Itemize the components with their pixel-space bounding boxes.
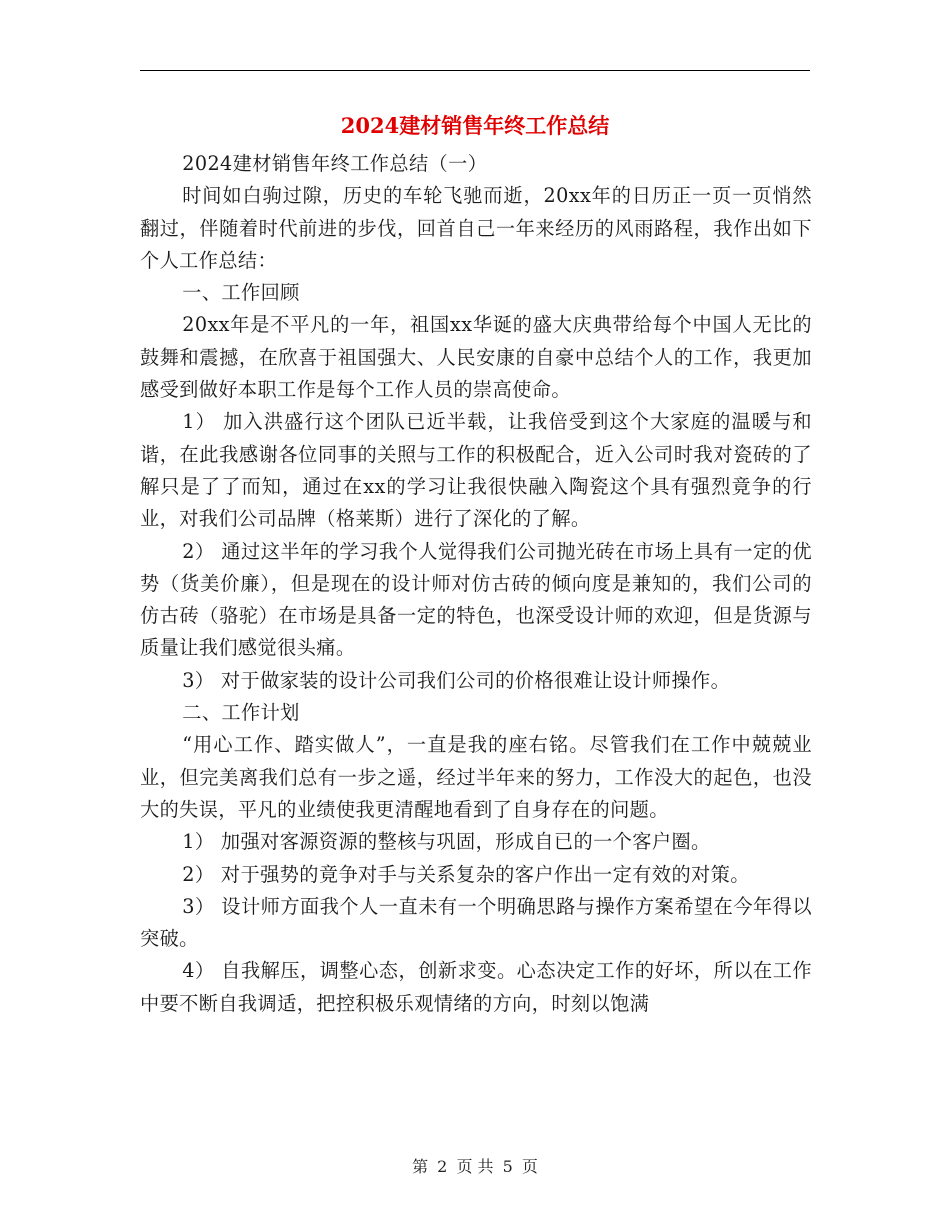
header-rule	[140, 70, 810, 71]
page-footer	[140, 1154, 810, 1177]
page-current: 2	[437, 1157, 448, 1176]
document-body	[140, 148, 812, 1020]
subtitle-paragraph: 2024建材销售年终工作总结（一）	[182, 152, 488, 175]
plan-item-1: 1） 加强对客源资源的整核与巩固，形成自已的一个客户圈。	[182, 830, 711, 854]
plan-item-3: 3） 设计师方面我个人一直未有一个明确思路与操作方案希望在今年得以突破。	[140, 894, 812, 951]
document-title: 2024建材销售年终工作总结	[340, 113, 610, 138]
review-paragraph: 20xx年是不平凡的一年，祖国xx华诞的盛大庆典带给每个中国人无比的鼓舞和震撼，在欣喜于祖国强大、人民安康的自豪中总结个人的工作，我更加感受到做好本职工作是每个工作人员的崇高使命。	[140, 313, 812, 402]
review-item-3: 3） 对于做家装的设计公司我们公司的价格很难让设计师操作。	[182, 668, 731, 692]
page-label-suffix: 页	[521, 1157, 538, 1176]
page-label-prefix: 第	[412, 1157, 429, 1176]
plan-item-4: 4） 自我解压，调整心态，创新求变。心态决定工作的好坏，所以在工作中要不断自我调适，把控积极乐观情绪的方向，时刻以饱满	[140, 959, 812, 1015]
plan-item-2: 2） 对于强势的竟争对手与关系复杂的客户作出一定有效的对策。	[182, 862, 750, 886]
page-total: 5	[502, 1157, 513, 1176]
page-label-mid: 页 共	[456, 1157, 494, 1176]
review-item-1: 1） 加入洪盛行这个团队已近半载，让我倍受到这个大家庭的温暖与和谐，在此我感谢各位同事的关照与工作的积极配合，近入公司时我对瓷砖的了解只是了了而知，通过在xx的学习让我很快融入陶瓷这个具有强烈竟争的行业，对我们公司品牌（格莱斯）进行了深化的了解。	[140, 410, 812, 531]
section-heading-plan: 二、工作计划	[182, 701, 300, 725]
plan-paragraph: “用心工作、踏实做人”，一直是我的座右铭。尽管我们在工作中兢兢业业，但完美离我们总有一步之遥，经过半年来的努力，工作没大的起色，也没大的失误，平凡的业绩使我更清醒地看到了自身存在的问题。	[140, 733, 812, 821]
review-item-2: 2） 通过这半年的学习我个人觉得我们公司抛光砖在市场上具有一定的优势（货美价廉），但是现在的设计师对仿古砖的倾向度是兼知的，我们公司的仿古砖（骆驼）在市场是具备一定的特色，也深受设计师的欢迎，但是货源与质量让我们感觉很头痛。	[140, 539, 812, 660]
intro-paragraph: 时间如白驹过隙，历史的车轮飞驰而逝，20xx年的日历正一页一页悄然翻过，伴随着时代前进的步伐，回首自己一年来经历的风雨路程，我作出如下个人工作总结：	[140, 184, 812, 272]
section-heading-review: 一、工作回顾	[182, 281, 300, 305]
